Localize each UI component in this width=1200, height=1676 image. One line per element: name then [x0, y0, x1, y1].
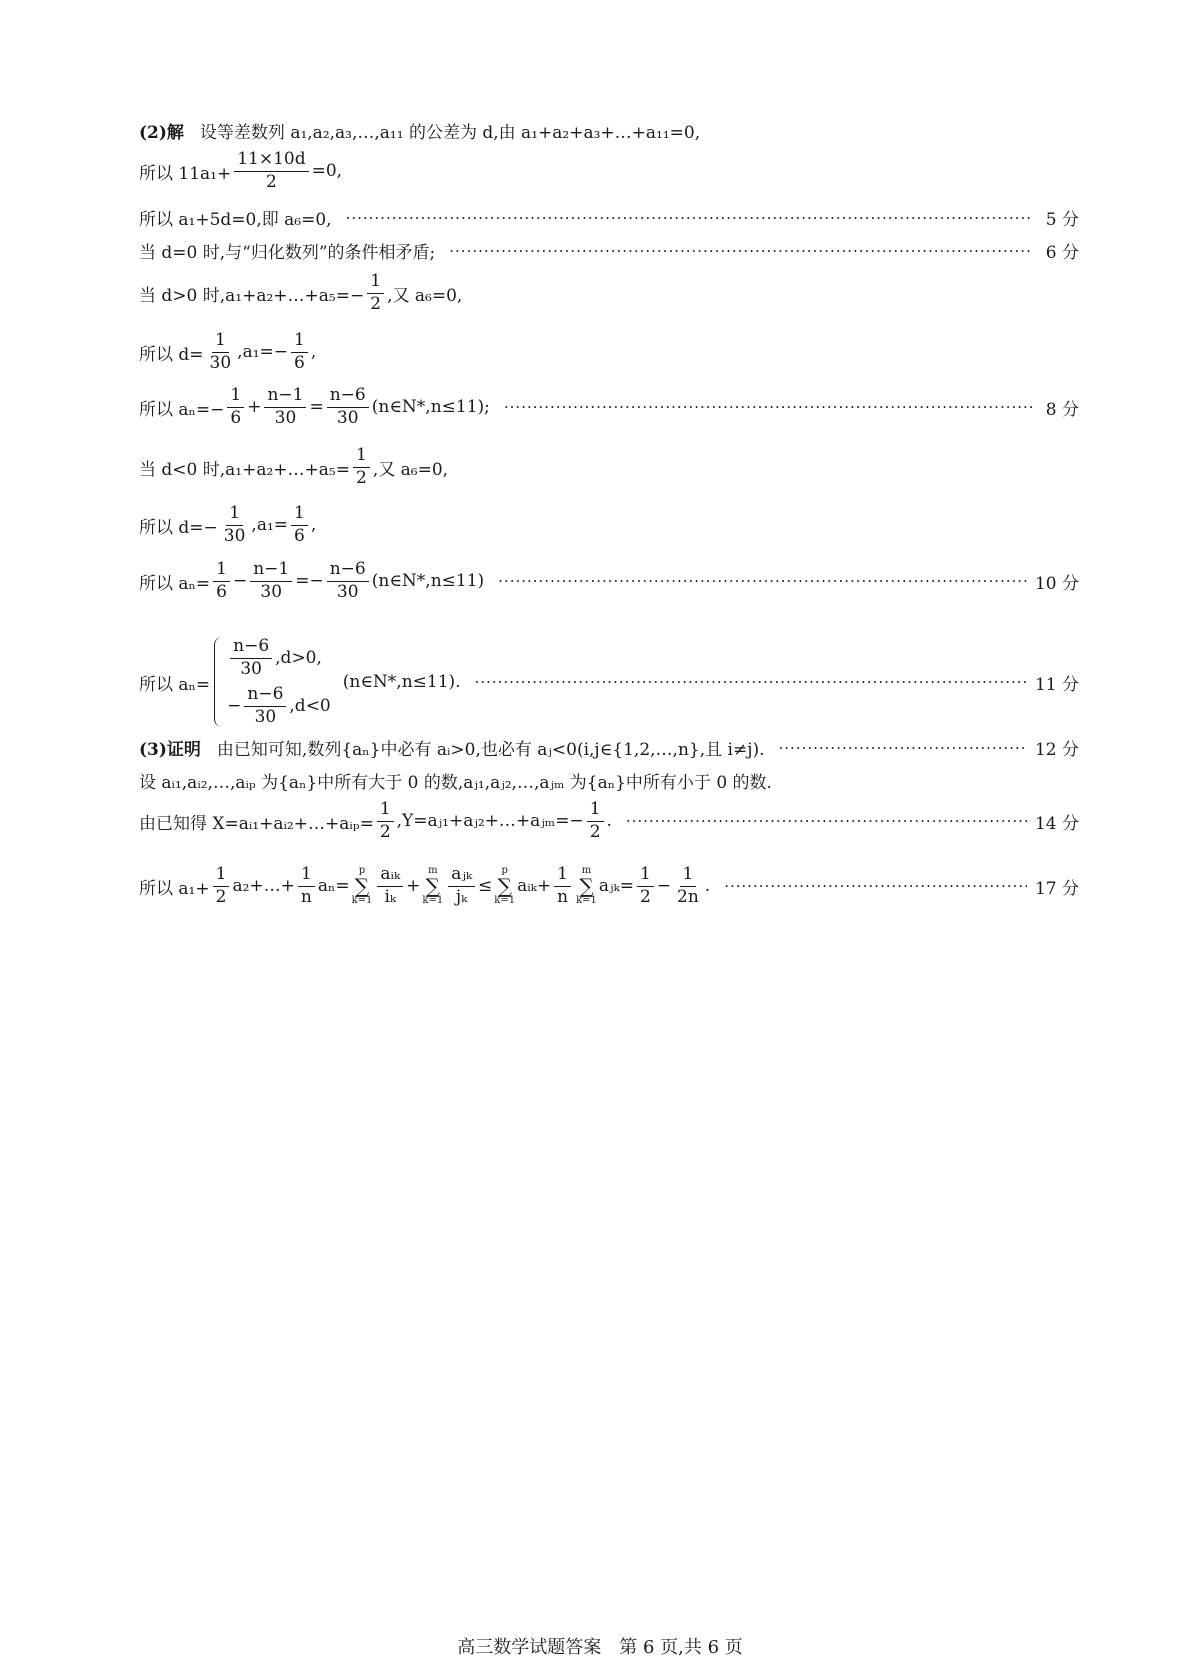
term: ≤: [478, 876, 493, 897]
fraction: [213, 865, 230, 907]
line-d-negative: [139, 446, 1079, 488]
line-an-negative: [139, 560, 1079, 602]
summation: [494, 866, 515, 906]
line-d-positive: [139, 272, 1079, 314]
denominator: 6: [294, 525, 305, 546]
fraction: [327, 560, 369, 602]
line-piecewise: [139, 637, 1079, 727]
line-prefix: 所以 11a₁+: [139, 163, 232, 184]
numerator: 11×10d: [234, 150, 308, 172]
line-prefix: 当 d<0 时,a₁+a₂+…+a₅=: [139, 459, 350, 480]
line-an-positive: [139, 386, 1079, 428]
line-suffix: ,: [310, 342, 317, 363]
line-suffix: (n∈N*,n≤11): [371, 571, 485, 592]
fraction: [244, 685, 286, 727]
term: aₙ=: [317, 876, 350, 897]
fraction: [213, 560, 230, 602]
line-final-inequality: [139, 865, 1079, 907]
line-d-value-negative: [139, 504, 1079, 546]
leader-dots: [626, 812, 1027, 830]
numerator: 1: [353, 446, 370, 468]
score-mark: 8 分: [1045, 399, 1079, 420]
denominator: jₖ: [455, 886, 468, 907]
denominator: 2: [639, 886, 651, 907]
fraction: [377, 865, 403, 907]
denominator: 30: [274, 407, 297, 428]
part-label: (2)解: [139, 123, 184, 143]
fraction: [230, 637, 272, 679]
case-condition: ,d<0: [289, 696, 331, 717]
line-a6-zero: [139, 205, 1079, 230]
numerator: 1: [226, 504, 243, 526]
numerator: n−6: [327, 386, 369, 408]
numerator: aⱼₖ: [448, 865, 475, 887]
line-prefix: 所以 d=: [139, 344, 204, 365]
fraction: [291, 504, 308, 546]
denominator: n: [557, 886, 569, 907]
term: −: [656, 876, 672, 897]
line-sum-formula: [139, 150, 1079, 192]
part-label: (3)证明: [139, 740, 201, 760]
fraction: [221, 504, 249, 546]
leader-dots: [504, 398, 1033, 416]
operator: =: [309, 397, 324, 418]
denominator: n: [300, 886, 312, 907]
leader-dots: [475, 673, 1027, 691]
line-prefix: 当 d>0 时,a₁+a₂+…+a₅=−: [139, 285, 365, 306]
denominator: 2: [215, 886, 227, 907]
line-suffix: ,又 a₆=0,: [372, 459, 449, 480]
left-brace: [214, 637, 223, 727]
term: .: [704, 876, 711, 897]
score-mark: 12 分: [1034, 740, 1079, 760]
line-x-y-sums: [139, 800, 1079, 842]
line-mid: ,a₁=−: [237, 342, 289, 363]
numerator: aᵢₖ: [377, 865, 403, 887]
sum-lower: k=1: [576, 895, 597, 907]
line-suffix: ,又 a₆=0,: [387, 285, 463, 306]
operator: =−: [295, 571, 324, 592]
line-text: 设等差数列 a₁,a₂,a₃,…,a₁₁ 的公差为 d,由 a₁+a₂+a₃+…+a₁₁=0,: [199, 123, 701, 143]
line-d-zero: [139, 238, 1079, 263]
fraction: [377, 800, 394, 842]
numerator: 1: [367, 272, 384, 294]
fraction: [291, 331, 308, 373]
term: +: [406, 876, 421, 897]
line-text: 当 d=0 时,与“归化数列”的条件相矛盾;: [139, 243, 436, 263]
leader-dots: [346, 209, 1033, 227]
fraction: [448, 865, 475, 907]
denominator: 30: [240, 658, 262, 679]
fraction: [674, 865, 702, 907]
leader-dots: [724, 877, 1027, 895]
denominator: 2: [589, 821, 601, 842]
line-part2-setup: [139, 118, 1079, 143]
line-prefix: 所以 aₙ=: [139, 573, 211, 594]
summation: [576, 866, 597, 906]
denominator: 2: [266, 171, 277, 192]
case-positive: [227, 637, 331, 679]
line-prefix: 所以 d=−: [139, 517, 218, 538]
fraction: [264, 386, 306, 428]
numerator: 1: [637, 865, 654, 887]
leader-dots: [498, 572, 1027, 590]
numerator: 1: [291, 504, 308, 526]
denominator: 6: [216, 581, 227, 602]
numerator: 1: [227, 386, 244, 408]
line-suffix: (n∈N*,n≤11).: [342, 672, 461, 693]
term: aⱼₖ=: [598, 876, 634, 897]
case-negative: [227, 685, 331, 727]
numerator: 1: [212, 331, 229, 353]
fraction: [367, 272, 384, 314]
page-footer: 高三数学试题答案 第 6 页,共 6 页: [457, 1637, 743, 1658]
sum-upper: m: [428, 865, 438, 877]
score-mark: 14 分: [1034, 813, 1079, 834]
minus-sign: −: [227, 696, 242, 717]
line-define-terms: [139, 768, 1079, 793]
sigma-symbol: ∑: [579, 874, 594, 899]
operator: −: [232, 571, 248, 592]
operator: +: [247, 397, 262, 418]
numerator: n−6: [244, 685, 286, 707]
sigma-symbol: ∑: [354, 874, 370, 899]
line-prefix: 由已知得 X=aᵢ₁+aᵢ₂+…+aᵢₚ=: [139, 813, 374, 834]
sum-lower: k=1: [422, 895, 444, 907]
denominator: 30: [336, 407, 359, 428]
numerator: 1: [291, 331, 308, 353]
score-mark: 11 分: [1034, 674, 1079, 695]
numerator: n−1: [264, 386, 306, 408]
denominator: iₖ: [384, 886, 397, 907]
score-mark: 10 分: [1034, 573, 1079, 594]
line-part3-proof: [139, 735, 1079, 760]
sum-lower: k=1: [494, 895, 516, 907]
leader-dots: [449, 242, 1033, 260]
numerator: n−1: [250, 560, 292, 582]
denominator: 30: [260, 581, 283, 602]
term: aᵢₖ+: [517, 876, 552, 897]
fraction: [637, 865, 654, 907]
fraction: [587, 800, 604, 842]
fraction: [298, 865, 315, 907]
sum-upper: p: [358, 865, 366, 877]
denominator: 30: [254, 706, 277, 727]
sigma-symbol: ∑: [497, 874, 512, 899]
denominator: 2: [370, 293, 382, 314]
leader-dots: [779, 739, 1027, 757]
line-suffix: =0,: [311, 161, 343, 182]
sigma-symbol: ∑: [425, 874, 440, 899]
case-condition: ,d>0,: [275, 648, 322, 669]
numerator: n−6: [327, 560, 369, 582]
denominator: 30: [336, 581, 359, 602]
summation: [422, 866, 443, 906]
line-prefix: 所以 aₙ=: [139, 674, 211, 695]
fraction: [207, 331, 235, 373]
denominator: 30: [209, 352, 232, 373]
line-text: 所以 a₁+5d=0,即 a₆=0,: [139, 210, 332, 230]
denominator: 2: [355, 467, 367, 488]
line-text: 设 aᵢ₁,aᵢ₂,…,aᵢₚ 为{aₙ}中所有大于 0 的数,aⱼ₁,aⱼ₂,…,aⱼₘ 为{aₙ}中所有小于 0 的数.: [139, 773, 772, 793]
line-text: 由已知可知,数列{aₙ}中必有 aᵢ>0,也必有 aⱼ<0(i,j∈{1,2,…,n},且 i≠j).: [216, 740, 765, 760]
cases: [227, 637, 331, 727]
denominator: 6: [294, 352, 305, 373]
sum-lower: k=1: [351, 895, 373, 907]
line-suffix: ,: [310, 515, 317, 536]
numerator: 1: [377, 800, 394, 822]
fraction: [250, 560, 292, 602]
denominator: 2n: [677, 886, 699, 907]
denominator: 6: [230, 407, 242, 428]
sum-upper: p: [501, 865, 508, 877]
numerator: 1: [298, 865, 315, 887]
line-prefix: 所以 aₙ=−: [139, 399, 225, 420]
term: a₂+…+: [232, 876, 295, 897]
line-mid: ,Y=aⱼ₁+aⱼ₂+…+aⱼₘ=−: [396, 811, 584, 832]
score-mark: 5 分: [1045, 210, 1079, 230]
numerator: 1: [213, 560, 230, 582]
line-suffix: (n∈N*,n≤11);: [371, 397, 490, 418]
denominator: 30: [223, 525, 246, 546]
numerator: 1: [213, 865, 230, 887]
numerator: 1: [554, 865, 571, 887]
fraction: [554, 865, 571, 907]
score-mark: 17 分: [1034, 878, 1079, 899]
fraction: [234, 150, 308, 192]
line-suffix: .: [606, 811, 612, 832]
numerator: 1: [680, 865, 697, 887]
score-mark: 6 分: [1045, 243, 1079, 263]
line-d-value-positive: [139, 331, 1079, 373]
summation: [352, 866, 373, 906]
fraction: [353, 446, 370, 488]
line-prefix: 所以 a₁+: [139, 878, 210, 899]
fraction: [227, 386, 244, 428]
sum-upper: m: [581, 865, 592, 877]
numerator: n−6: [230, 637, 272, 659]
fraction: [327, 386, 369, 428]
line-mid: ,a₁=: [251, 515, 289, 536]
numerator: 1: [587, 800, 604, 822]
denominator: 2: [379, 821, 391, 842]
